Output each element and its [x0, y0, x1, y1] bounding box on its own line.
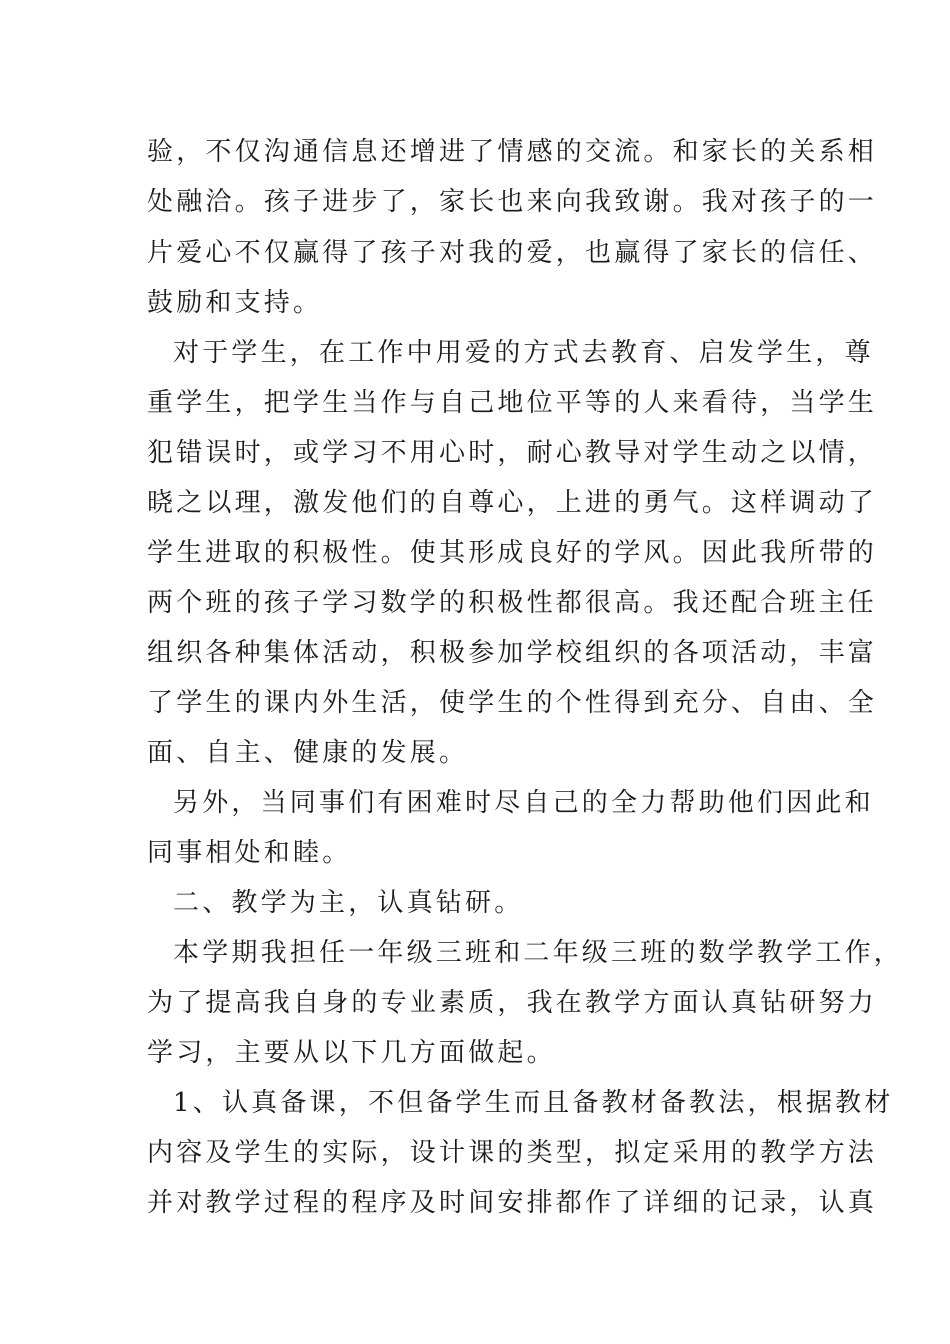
section-heading: 二、教学为主，认真钻研。 — [173, 888, 524, 918]
text-line: 本学期我担任一年级三班和二年级三班的数学教学工作， — [173, 938, 904, 968]
text-line: 并对教学过程的程序及时间安排都作了详细的记录，认真 — [147, 1188, 878, 1218]
text-line: 另外，当同事们有困难时尽自己的全力帮助他们因此和 — [173, 788, 874, 818]
text-line: 组织各种集体活动，积极参加学校组织的各项活动，丰富 — [147, 638, 878, 668]
text-line: 重学生，把学生当作与自己地位平等的人来看待，当学生 — [147, 388, 878, 418]
text-line: 验，不仅沟通信息还增进了情感的交流。和家长的关系相 — [147, 137, 878, 167]
text-line: 学习，主要从以下几方面做起。 — [147, 1038, 556, 1068]
text-line: 鼓励和支持。 — [147, 288, 323, 318]
text-line: 片爱心不仅赢得了孩子对我的爱，也赢得了家长的信任、 — [147, 238, 878, 268]
text-line: 两个班的孩子学习数学的积极性都很高。我还配合班主任 — [147, 588, 878, 618]
text-line: 处融洽。孩子进步了，家长也来向我致谢。我对孩子的一 — [147, 187, 878, 217]
text-line: 同事相处和睦。 — [147, 838, 352, 868]
text-line: 内容及学生的实际，设计课的类型，拟定采用的教学方法 — [147, 1138, 878, 1168]
list-item-line: 1、认真备课，不但备学生而且备教材备教法，根据教材 — [173, 1088, 894, 1118]
text-line: 晓之以理，激发他们的自尊心，上进的勇气。这样调动了 — [147, 488, 878, 518]
text-line: 犯错误时，或学习不用心时，耐心教导对学生动之以情， — [147, 438, 878, 468]
text-line: 对于学生，在工作中用爱的方式去教育、启发学生，尊 — [173, 338, 874, 368]
text-line: 为了提高我自身的专业素质，我在教学方面认真钻研努力 — [147, 988, 878, 1018]
text-line: 面、自主、健康的发展。 — [147, 738, 469, 768]
text-line: 了学生的课内外生活，使学生的个性得到充分、自由、全 — [147, 688, 878, 718]
text-line: 学生进取的积极性。使其形成良好的学风。因此我所带的 — [147, 538, 878, 568]
